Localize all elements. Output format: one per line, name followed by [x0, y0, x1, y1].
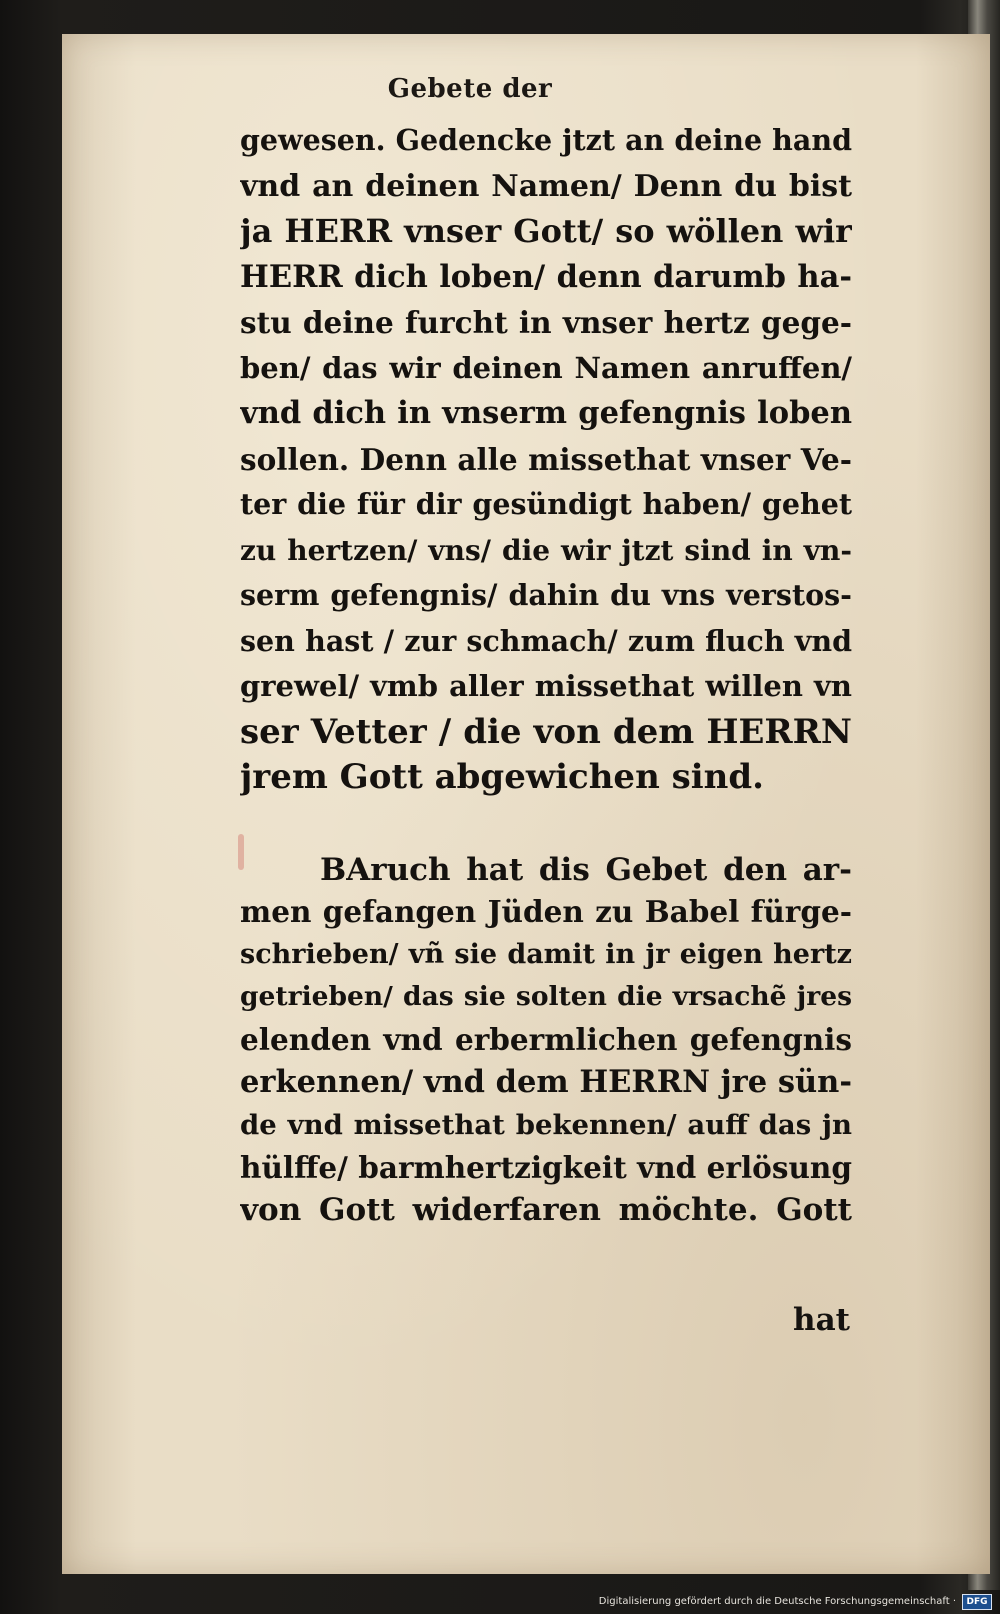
- text-line: HERR dich loben/ denn darumb ha-: [240, 258, 852, 295]
- catchword: hat: [793, 1302, 850, 1338]
- paragraph-commentary: [240, 849, 852, 1232]
- text-line: jrem Gott abgewichen sind.: [240, 757, 765, 797]
- text-line: elenden vnd erbermlichen gefengnis: [240, 1021, 852, 1057]
- text-line: men gefangen Jüden zu Babel fürge-: [240, 894, 852, 930]
- digitization-credit: Digitalisierung gefördert durch die Deutsche Forschungsgemeinschaft ·: [598, 1596, 956, 1607]
- text-line: de vnd missethat bekennen/ auff das jn: [240, 1109, 852, 1142]
- text-line: ben/ das wir deinen Namen anruffen/: [240, 350, 852, 385]
- text-line: ja HERR vnser Gott/ so wöllen wir: [240, 212, 852, 250]
- page-text: [240, 118, 852, 1232]
- text-line: grewel/ vmb aller missethat willen vn: [240, 669, 852, 703]
- text-line: sen hast / zur schmach/ zum fluch vnd: [240, 623, 852, 658]
- text-line: ter die für dir gesündigt haben/ gehet: [240, 487, 852, 521]
- text-line: vnd an deinen Namen/ Denn du bist: [240, 168, 852, 204]
- dfg-logo-badge: DFG: [962, 1594, 992, 1610]
- text-line: gewesen. Gedencke jtzt an deine hand: [240, 123, 852, 157]
- text-line: stu deine furcht in vnser hertz gege-: [240, 305, 852, 340]
- text-line: getrieben/ das sie solten die vrsachẽ jres: [240, 981, 852, 1013]
- text-line: erkennen/ vnd dem HERRN jre sün-: [240, 1064, 852, 1101]
- text-line: von Gott widerfaren möchte. Gott: [240, 1192, 852, 1229]
- text-line: BAruch hat dis Gebet den ar-: [320, 851, 852, 888]
- text-line: vnd dich in vnserm gefengnis loben: [240, 395, 852, 431]
- text-line: zu hertzen/ vns/ die wir jtzt sind in vn-: [240, 533, 852, 567]
- text-line: serm gefengnis/ dahin du vns verstos-: [240, 578, 852, 612]
- text-line: ser Vetter / die von dem HERRN: [240, 711, 852, 752]
- text-line: sollen. Denn alle missethat vnser Ve-: [240, 441, 852, 477]
- paragraph-prayer: [240, 118, 852, 801]
- text-line: hülffe/ barmhertzigkeit vnd erlösung: [240, 1149, 852, 1185]
- running-head: Gebete der: [387, 74, 553, 104]
- text-line: schrieben/ vñ sie damit in jr eigen hertz: [240, 938, 852, 970]
